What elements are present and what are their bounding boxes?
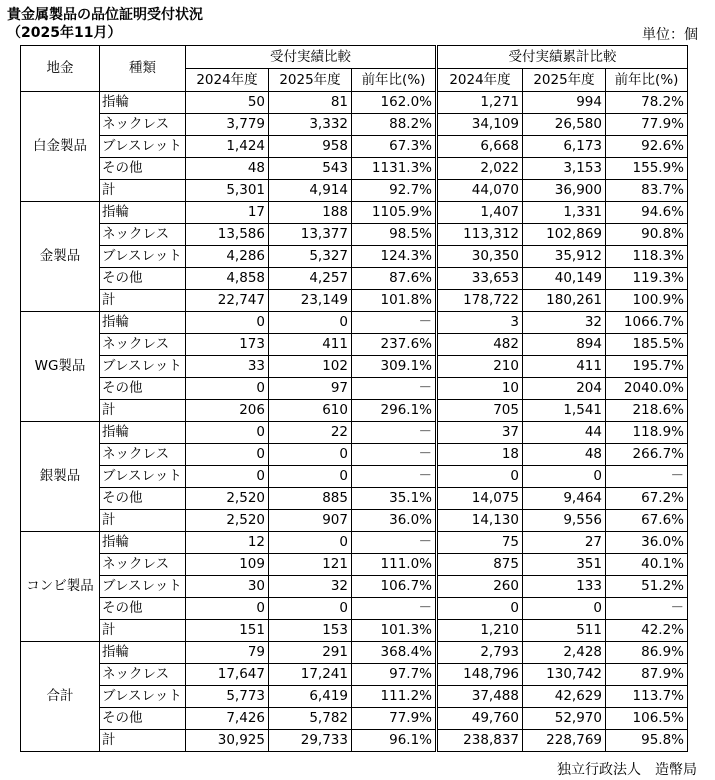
table-row [21,510,688,532]
header-monthly: 受付実績比較 [186,46,437,69]
kind-cell: ブレスレット [100,686,186,708]
monthly-2025-cell: 610 [269,400,352,422]
cumulative-yoy-cell: 155.9% [606,158,688,180]
monthly-2024-cell: 5,301 [186,180,269,202]
cumulative-2024-cell: 14,130 [437,510,523,532]
monthly-2025-cell: 6,419 [269,686,352,708]
monthly-2024-cell: 1,424 [186,136,269,158]
cumulative-2025-cell: 1,541 [523,400,606,422]
monthly-yoy-cell: 1105.9% [352,202,437,224]
cumulative-2025-cell: 0 [523,598,606,620]
monthly-2024-cell: 17 [186,202,269,224]
monthly-yoy-cell: 1131.3% [352,158,437,180]
table-row [21,554,688,576]
metal-cell: WG製品 [21,312,100,422]
cumulative-yoy-cell: 1066.7% [606,312,688,334]
cumulative-2025-cell: 36,900 [523,180,606,202]
monthly-yoy-cell: 87.6% [352,268,437,290]
kind-cell: ブレスレット [100,576,186,598]
monthly-2024-cell: 12 [186,532,269,554]
cumulative-2025-cell: 9,464 [523,488,606,510]
header-cumulative: 受付実績累計比較 [437,46,688,69]
cumulative-2024-cell: 44,070 [437,180,523,202]
monthly-2024-cell: 0 [186,312,269,334]
monthly-2025-cell: 4,257 [269,268,352,290]
table-row [21,114,688,136]
header-monthly-yoy: 前年比(%) [352,69,437,92]
table-row [21,642,688,664]
monthly-2024-cell: 30,925 [186,730,269,752]
cumulative-yoy-cell: 119.3% [606,268,688,290]
cumulative-yoy-cell: 118.9% [606,422,688,444]
monthly-2024-cell: 13,586 [186,224,269,246]
cumulative-2024-cell: 260 [437,576,523,598]
cumulative-2025-cell: 26,580 [523,114,606,136]
table-row [21,312,688,334]
monthly-2025-cell: 885 [269,488,352,510]
cumulative-2024-cell: 34,109 [437,114,523,136]
kind-cell: 指輪 [100,422,186,444]
cumulative-2025-cell: 42,629 [523,686,606,708]
monthly-yoy-cell: － [352,422,437,444]
monthly-2024-cell: 30 [186,576,269,598]
monthly-yoy-cell: 124.3% [352,246,437,268]
monthly-yoy-cell: 368.4% [352,642,437,664]
monthly-2024-cell: 2,520 [186,510,269,532]
table-row [21,180,688,202]
metal-cell: 銀製品 [21,422,100,532]
cumulative-2024-cell: 0 [437,598,523,620]
cumulative-yoy-cell: 266.7% [606,444,688,466]
cumulative-2024-cell: 14,075 [437,488,523,510]
table-row [21,158,688,180]
kind-cell: 計 [100,730,186,752]
cumulative-yoy-cell: 42.2% [606,620,688,642]
cumulative-2024-cell: 49,760 [437,708,523,730]
monthly-2025-cell: 29,733 [269,730,352,752]
monthly-2025-cell: 0 [269,312,352,334]
monthly-2025-cell: 32 [269,576,352,598]
kind-cell: その他 [100,488,186,510]
header-kind: 種類 [100,46,186,92]
monthly-2024-cell: 2,520 [186,488,269,510]
kind-cell: 指輪 [100,312,186,334]
kind-cell: ネックレス [100,224,186,246]
header-monthly-2025: 2025年度 [269,69,352,92]
cumulative-2025-cell: 204 [523,378,606,400]
kind-cell: ネックレス [100,334,186,356]
monthly-yoy-cell: 98.5% [352,224,437,246]
kind-cell: その他 [100,378,186,400]
header-cumulative-yoy: 前年比(%) [606,69,688,92]
cumulative-yoy-cell: － [606,466,688,488]
header-cumulative-2024: 2024年度 [437,69,523,92]
monthly-2024-cell: 151 [186,620,269,642]
kind-cell: 指輪 [100,202,186,224]
metal-cell: 金製品 [21,202,100,312]
kind-cell: 計 [100,510,186,532]
cumulative-yoy-cell: 67.6% [606,510,688,532]
cumulative-2025-cell: 27 [523,532,606,554]
cumulative-2024-cell: 10 [437,378,523,400]
table-row [21,290,688,312]
cumulative-yoy-cell: 78.2% [606,92,688,114]
monthly-2024-cell: 109 [186,554,269,576]
monthly-2025-cell: 121 [269,554,352,576]
monthly-yoy-cell: 35.1% [352,488,437,510]
kind-cell: ネックレス [100,444,186,466]
cumulative-2024-cell: 18 [437,444,523,466]
monthly-yoy-cell: 67.3% [352,136,437,158]
cumulative-yoy-cell: 113.7% [606,686,688,708]
monthly-yoy-cell: 101.8% [352,290,437,312]
cumulative-2025-cell: 894 [523,334,606,356]
cumulative-yoy-cell: 67.2% [606,488,688,510]
monthly-2025-cell: 907 [269,510,352,532]
monthly-2025-cell: 0 [269,598,352,620]
kind-cell: ブレスレット [100,466,186,488]
cumulative-2025-cell: 48 [523,444,606,466]
monthly-2024-cell: 0 [186,378,269,400]
table-row [21,356,688,378]
monthly-yoy-cell: － [352,466,437,488]
kind-cell: ネックレス [100,554,186,576]
table-row [21,598,688,620]
table-row [21,488,688,510]
monthly-2025-cell: 543 [269,158,352,180]
monthly-2025-cell: 3,332 [269,114,352,136]
monthly-2025-cell: 17,241 [269,664,352,686]
monthly-2025-cell: 22 [269,422,352,444]
table-row [21,136,688,158]
table-row [21,532,688,554]
cumulative-2025-cell: 2,428 [523,642,606,664]
monthly-2024-cell: 0 [186,444,269,466]
header-metal: 地金 [21,46,100,92]
monthly-yoy-cell: 101.3% [352,620,437,642]
certification-table [20,45,688,752]
cumulative-2024-cell: 33,653 [437,268,523,290]
monthly-2024-cell: 206 [186,400,269,422]
cumulative-2024-cell: 705 [437,400,523,422]
cumulative-2025-cell: 130,742 [523,664,606,686]
monthly-2024-cell: 0 [186,598,269,620]
metal-cell: コンビ製品 [21,532,100,642]
monthly-2025-cell: 0 [269,532,352,554]
cumulative-2025-cell: 3,153 [523,158,606,180]
cumulative-2025-cell: 35,912 [523,246,606,268]
cumulative-yoy-cell: 118.3% [606,246,688,268]
cumulative-2025-cell: 511 [523,620,606,642]
cumulative-2025-cell: 32 [523,312,606,334]
monthly-2025-cell: 0 [269,444,352,466]
table-row [21,92,688,114]
kind-cell: 計 [100,290,186,312]
monthly-2024-cell: 79 [186,642,269,664]
monthly-2024-cell: 7,426 [186,708,269,730]
table-row [21,268,688,290]
monthly-2025-cell: 411 [269,334,352,356]
cumulative-2024-cell: 2,022 [437,158,523,180]
monthly-yoy-cell: 111.0% [352,554,437,576]
cumulative-2024-cell: 30,350 [437,246,523,268]
monthly-yoy-cell: 309.1% [352,356,437,378]
cumulative-2025-cell: 6,173 [523,136,606,158]
monthly-2025-cell: 23,149 [269,290,352,312]
cumulative-2024-cell: 210 [437,356,523,378]
monthly-2025-cell: 81 [269,92,352,114]
cumulative-yoy-cell: 90.8% [606,224,688,246]
monthly-yoy-cell: 162.0% [352,92,437,114]
cumulative-2025-cell: 9,556 [523,510,606,532]
cumulative-yoy-cell: 40.1% [606,554,688,576]
header-cumulative-2025: 2025年度 [523,69,606,92]
cumulative-2024-cell: 75 [437,532,523,554]
monthly-yoy-cell: 96.1% [352,730,437,752]
table-row [21,466,688,488]
monthly-yoy-cell: 88.2% [352,114,437,136]
monthly-2024-cell: 50 [186,92,269,114]
table-row [21,422,688,444]
monthly-yoy-cell: 97.7% [352,664,437,686]
kind-cell: ブレスレット [100,246,186,268]
monthly-yoy-cell: 77.9% [352,708,437,730]
cumulative-2024-cell: 1,210 [437,620,523,642]
kind-cell: その他 [100,708,186,730]
cumulative-2025-cell: 351 [523,554,606,576]
cumulative-2025-cell: 1,331 [523,202,606,224]
table-row [21,400,688,422]
cumulative-yoy-cell: 2040.0% [606,378,688,400]
cumulative-yoy-cell: 83.7% [606,180,688,202]
monthly-2024-cell: 4,858 [186,268,269,290]
cumulative-2024-cell: 148,796 [437,664,523,686]
cumulative-2024-cell: 1,271 [437,92,523,114]
monthly-2025-cell: 5,327 [269,246,352,268]
cumulative-yoy-cell: 77.9% [606,114,688,136]
table-row [21,576,688,598]
kind-cell: 計 [100,620,186,642]
kind-cell: ネックレス [100,114,186,136]
cumulative-2024-cell: 178,722 [437,290,523,312]
monthly-2024-cell: 48 [186,158,269,180]
kind-cell: 指輪 [100,642,186,664]
table-body [21,92,688,752]
cumulative-2025-cell: 44 [523,422,606,444]
cumulative-2024-cell: 238,837 [437,730,523,752]
table-row [21,664,688,686]
monthly-yoy-cell: － [352,312,437,334]
table-row [21,444,688,466]
table-row [21,378,688,400]
cumulative-2025-cell: 0 [523,466,606,488]
unit-label: 単位：個 [642,27,698,43]
page-title: 貴金属製品の品位証明受付状況 [7,7,203,23]
cumulative-2025-cell: 102,869 [523,224,606,246]
cumulative-2025-cell: 180,261 [523,290,606,312]
cumulative-2025-cell: 52,970 [523,708,606,730]
monthly-2025-cell: 5,782 [269,708,352,730]
table-row [21,620,688,642]
monthly-yoy-cell: 111.2% [352,686,437,708]
kind-cell: その他 [100,158,186,180]
table-row [21,202,688,224]
cumulative-2024-cell: 37 [437,422,523,444]
monthly-2025-cell: 291 [269,642,352,664]
kind-cell: その他 [100,268,186,290]
monthly-2025-cell: 13,377 [269,224,352,246]
table-row [21,246,688,268]
cumulative-yoy-cell: － [606,598,688,620]
cumulative-2025-cell: 228,769 [523,730,606,752]
monthly-yoy-cell: － [352,378,437,400]
cumulative-yoy-cell: 185.5% [606,334,688,356]
monthly-yoy-cell: 92.7% [352,180,437,202]
cumulative-2024-cell: 113,312 [437,224,523,246]
kind-cell: 指輪 [100,532,186,554]
cumulative-2025-cell: 994 [523,92,606,114]
table-row [21,224,688,246]
cumulative-yoy-cell: 95.8% [606,730,688,752]
table-row [21,708,688,730]
monthly-yoy-cell: － [352,532,437,554]
monthly-yoy-cell: 296.1% [352,400,437,422]
kind-cell: 計 [100,180,186,202]
metal-cell: 合計 [21,642,100,752]
cumulative-2025-cell: 40,149 [523,268,606,290]
kind-cell: その他 [100,598,186,620]
cumulative-yoy-cell: 86.9% [606,642,688,664]
monthly-2024-cell: 5,773 [186,686,269,708]
monthly-2024-cell: 17,647 [186,664,269,686]
cumulative-yoy-cell: 51.2% [606,576,688,598]
cumulative-yoy-cell: 195.7% [606,356,688,378]
kind-cell: 指輪 [100,92,186,114]
cumulative-2024-cell: 37,488 [437,686,523,708]
monthly-yoy-cell: － [352,444,437,466]
cumulative-2024-cell: 3 [437,312,523,334]
publisher-footer: 独立行政法人 造幣局 [557,762,697,778]
monthly-2025-cell: 153 [269,620,352,642]
table-row [21,686,688,708]
kind-cell: ブレスレット [100,356,186,378]
cumulative-2024-cell: 2,793 [437,642,523,664]
monthly-yoy-cell: 106.7% [352,576,437,598]
cumulative-yoy-cell: 218.6% [606,400,688,422]
monthly-2024-cell: 0 [186,466,269,488]
monthly-2025-cell: 958 [269,136,352,158]
cumulative-yoy-cell: 92.6% [606,136,688,158]
cumulative-yoy-cell: 100.9% [606,290,688,312]
cumulative-yoy-cell: 106.5% [606,708,688,730]
table-row [21,334,688,356]
cumulative-2025-cell: 133 [523,576,606,598]
table-row [21,730,688,752]
cumulative-yoy-cell: 94.6% [606,202,688,224]
monthly-2025-cell: 4,914 [269,180,352,202]
cumulative-2024-cell: 1,407 [437,202,523,224]
kind-cell: ブレスレット [100,136,186,158]
monthly-2024-cell: 4,286 [186,246,269,268]
monthly-2025-cell: 102 [269,356,352,378]
monthly-2025-cell: 97 [269,378,352,400]
period-subtitle: （2025年11月） [7,25,122,41]
monthly-yoy-cell: 237.6% [352,334,437,356]
monthly-2025-cell: 188 [269,202,352,224]
kind-cell: 計 [100,400,186,422]
cumulative-2025-cell: 411 [523,356,606,378]
monthly-2024-cell: 173 [186,334,269,356]
cumulative-2024-cell: 875 [437,554,523,576]
cumulative-2024-cell: 0 [437,466,523,488]
monthly-2024-cell: 3,779 [186,114,269,136]
cumulative-yoy-cell: 87.9% [606,664,688,686]
monthly-yoy-cell: － [352,598,437,620]
monthly-2024-cell: 22,747 [186,290,269,312]
header-monthly-2024: 2024年度 [186,69,269,92]
cumulative-2024-cell: 6,668 [437,136,523,158]
monthly-yoy-cell: 36.0% [352,510,437,532]
monthly-2024-cell: 33 [186,356,269,378]
cumulative-yoy-cell: 36.0% [606,532,688,554]
cumulative-2024-cell: 482 [437,334,523,356]
metal-cell: 白金製品 [21,92,100,202]
kind-cell: ネックレス [100,664,186,686]
monthly-2024-cell: 0 [186,422,269,444]
monthly-2025-cell: 0 [269,466,352,488]
